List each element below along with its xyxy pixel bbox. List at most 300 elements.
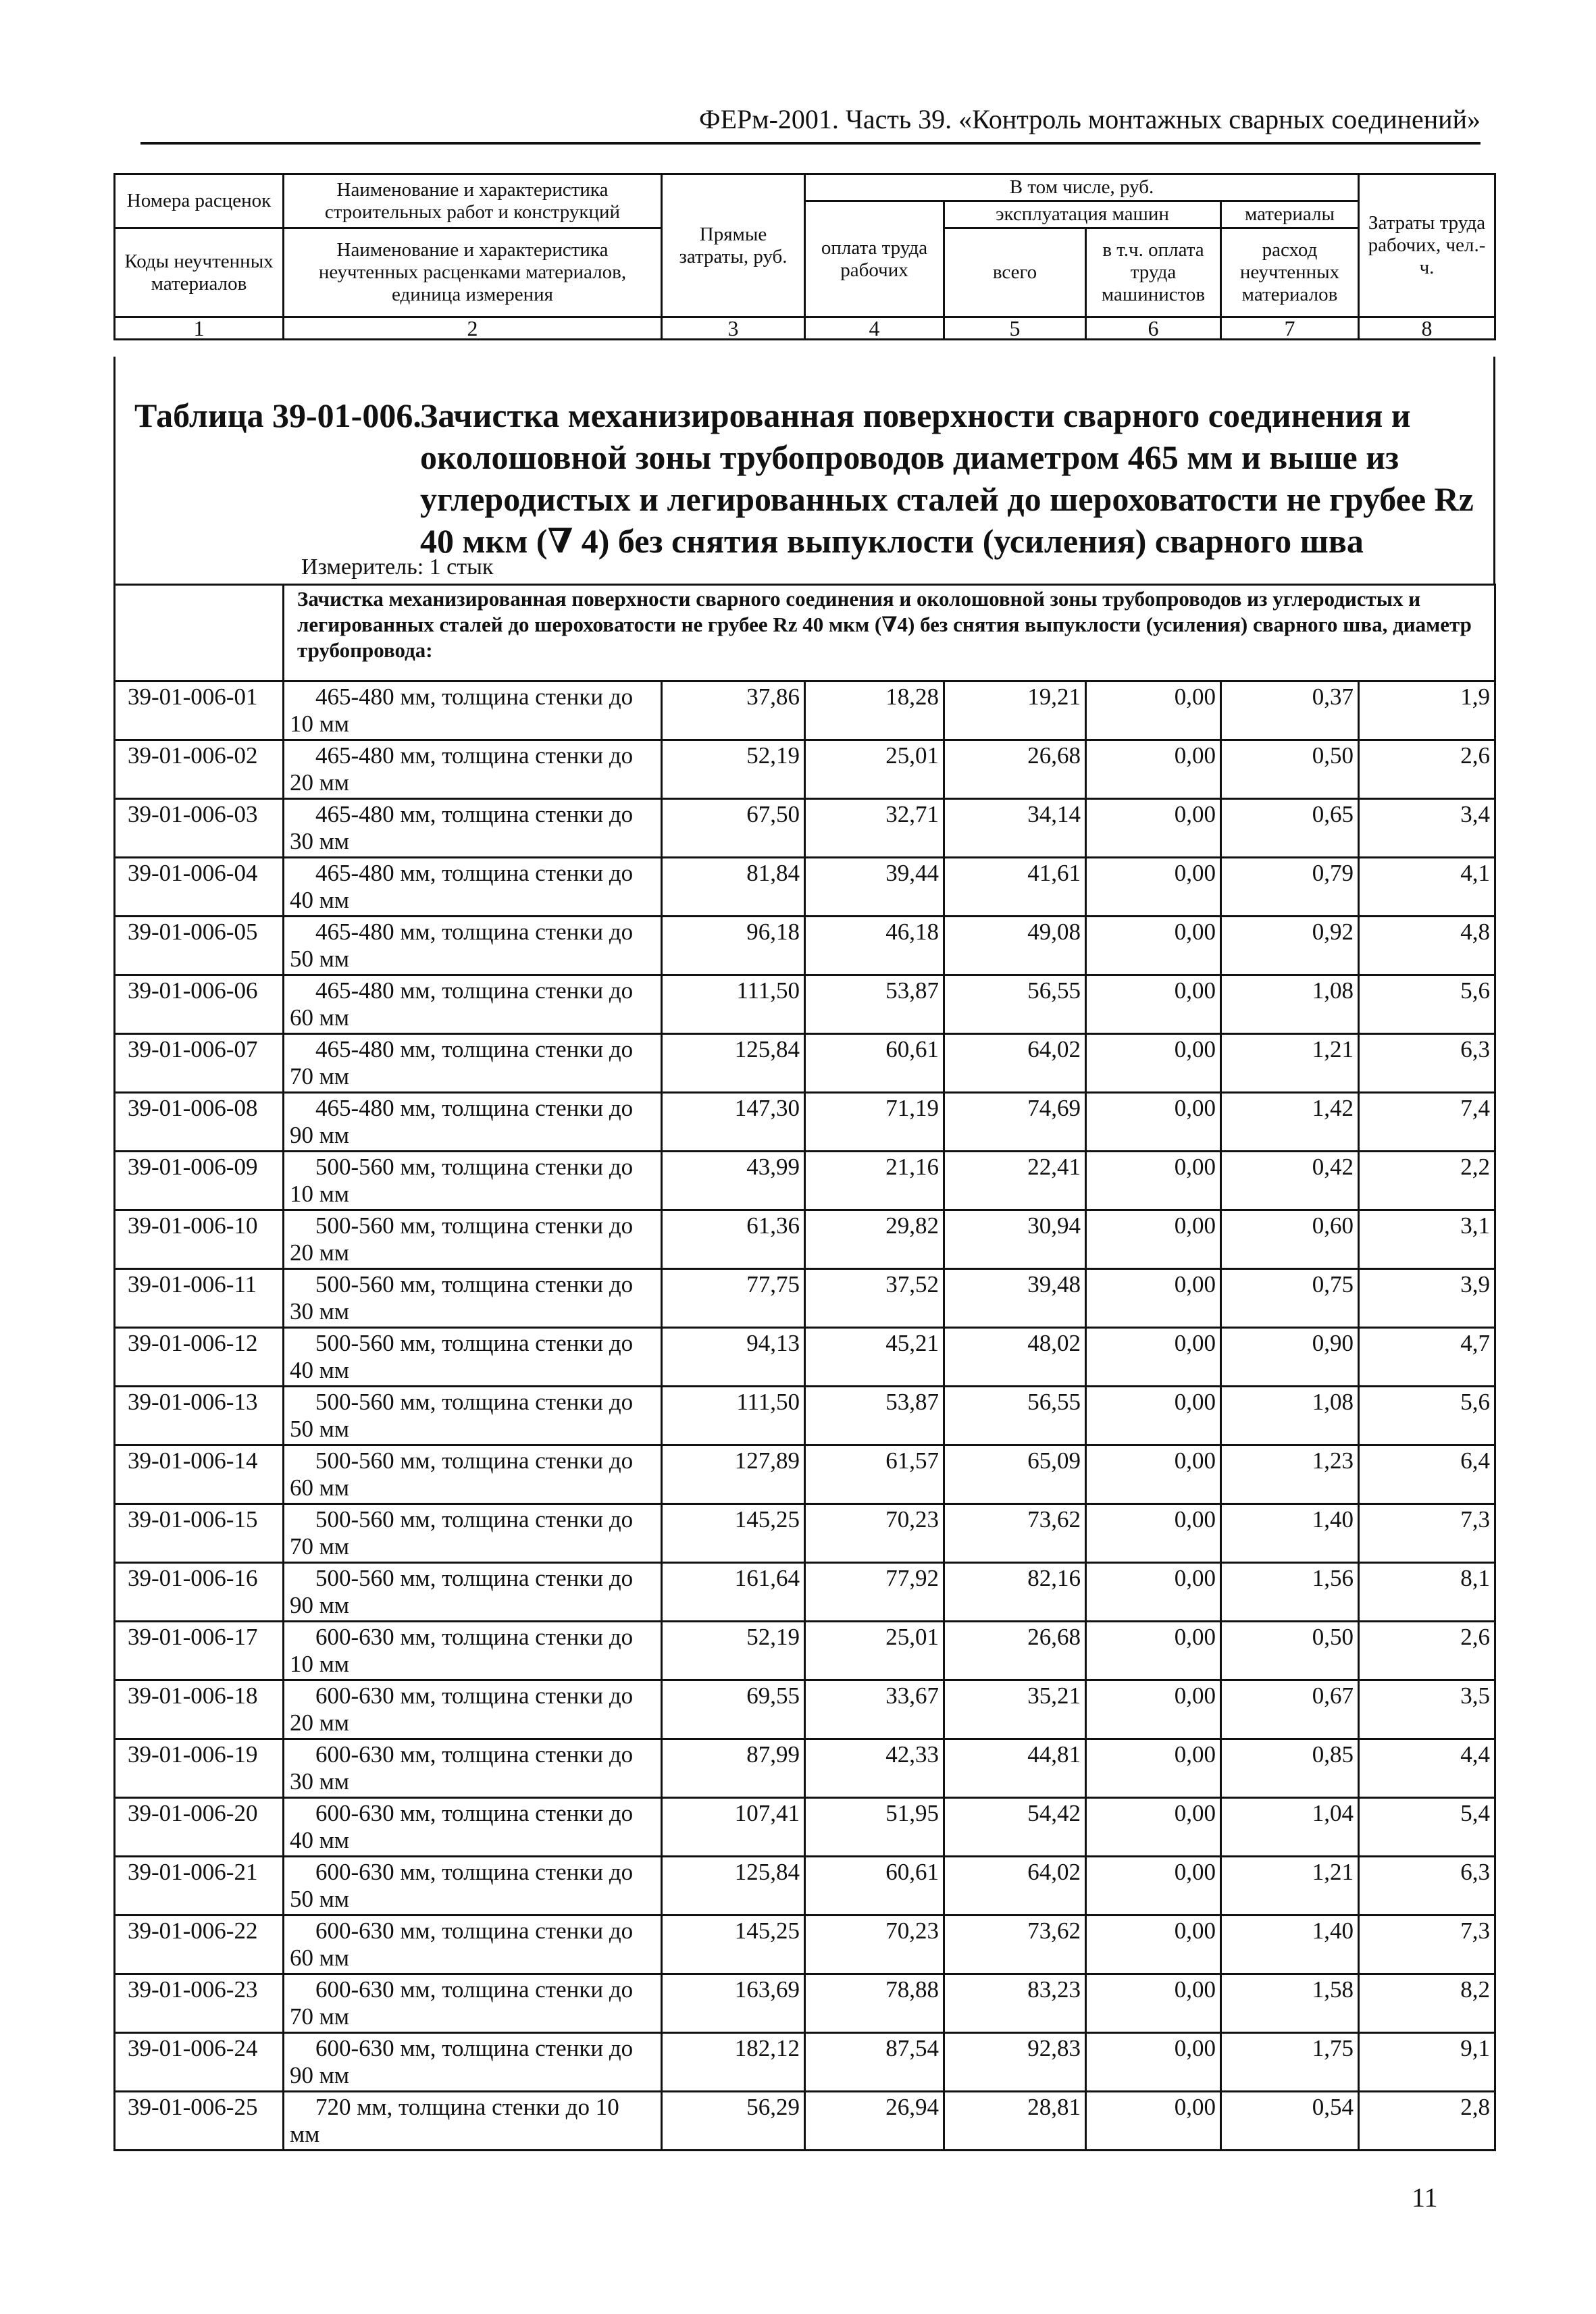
labor-hours-cell: 7,3 <box>1359 1916 1495 1974</box>
direct-costs-cell: 52,19 <box>662 740 805 799</box>
work-name-cell <box>284 1269 662 1328</box>
direct-costs-cell: 61,36 <box>662 1210 805 1269</box>
materials-cost-cell: 1,42 <box>1221 1093 1359 1152</box>
header-col4: оплата труда рабочих <box>805 201 944 317</box>
machines-total-cell: 44,81 <box>944 1739 1086 1798</box>
work-name-line: 600-630 мм, толщина стенки до <box>315 1800 634 1826</box>
operators-pay-cell: 0,00 <box>1086 1034 1221 1093</box>
operators-pay-cell: 0,00 <box>1086 2092 1221 2151</box>
labor-hours-cell: 5,6 <box>1359 975 1495 1034</box>
table-row <box>115 1445 1495 1504</box>
operators-pay-cell: 0,00 <box>1086 1387 1221 1445</box>
machines-total-cell: 26,68 <box>944 1622 1086 1680</box>
work-name-cell <box>284 682 662 740</box>
operators-pay-cell: 0,00 <box>1086 1269 1221 1328</box>
work-name-cell <box>284 917 662 975</box>
labor-pay-cell: 51,95 <box>805 1798 944 1857</box>
rate-code-cell: 39-01-006-15 <box>115 1504 284 1563</box>
labor-pay-cell: 71,19 <box>805 1093 944 1152</box>
operators-pay-cell: 0,00 <box>1086 1916 1221 1974</box>
table-row <box>115 1563 1495 1622</box>
materials-cost-cell: 0,85 <box>1221 1739 1359 1798</box>
machines-total-cell: 83,23 <box>944 1974 1086 2033</box>
operators-pay-cell: 0,00 <box>1086 740 1221 799</box>
direct-costs-cell: 127,89 <box>662 1445 805 1504</box>
direct-costs-cell: 37,86 <box>662 682 805 740</box>
labor-pay-cell: 53,87 <box>805 1387 944 1445</box>
direct-costs-cell: 125,84 <box>662 1857 805 1916</box>
labor-hours-cell: 4,1 <box>1359 858 1495 917</box>
labor-pay-cell: 70,23 <box>805 1916 944 1974</box>
labor-hours-cell: 3,5 <box>1359 1680 1495 1739</box>
work-name-line: 600-630 мм, толщина стенки до <box>315 2035 634 2061</box>
direct-costs-cell: 145,25 <box>662 1504 805 1563</box>
work-name-line: 600-630 мм, толщина стенки до <box>315 1682 634 1709</box>
table-row <box>115 1269 1495 1328</box>
machines-total-cell: 41,61 <box>944 858 1086 917</box>
work-name-line: 500-560 мм, толщина стенки до <box>315 1154 634 1180</box>
machines-total-cell: 82,16 <box>944 1563 1086 1622</box>
labor-hours-cell: 3,1 <box>1359 1210 1495 1269</box>
rate-code-cell: 39-01-006-11 <box>115 1269 284 1328</box>
direct-costs-cell: 81,84 <box>662 858 805 917</box>
operators-pay-cell: 0,00 <box>1086 1445 1221 1504</box>
labor-pay-cell: 53,87 <box>805 975 944 1034</box>
operators-pay-cell: 0,00 <box>1086 1093 1221 1152</box>
table-row <box>115 1622 1495 1680</box>
materials-cost-cell: 0,37 <box>1221 682 1359 740</box>
machines-total-cell: 73,62 <box>944 1504 1086 1563</box>
table-row <box>115 740 1495 799</box>
labor-pay-cell: 60,61 <box>805 1857 944 1916</box>
labor-hours-cell: 8,2 <box>1359 1974 1495 2033</box>
labor-pay-cell: 29,82 <box>805 1210 944 1269</box>
labor-hours-cell: 5,4 <box>1359 1798 1495 1857</box>
rate-code-cell: 39-01-006-16 <box>115 1563 284 1622</box>
header-materials: материалы <box>1221 201 1359 228</box>
labor-hours-cell: 7,4 <box>1359 1093 1495 1152</box>
materials-cost-cell: 0,50 <box>1221 1622 1359 1680</box>
rate-code-cell: 39-01-006-14 <box>115 1445 284 1504</box>
table-row <box>115 1680 1495 1739</box>
work-name-line: 10 мм <box>290 1181 350 1207</box>
machines-total-cell: 74,69 <box>944 1093 1086 1152</box>
rate-code-cell: 39-01-006-10 <box>115 1210 284 1269</box>
table-row <box>115 1974 1495 2033</box>
labor-hours-cell: 5,6 <box>1359 1387 1495 1445</box>
work-name-line: 600-630 мм, толщина стенки до <box>315 1624 634 1650</box>
work-name-line: 600-630 мм, толщина стенки до <box>315 1918 634 1944</box>
labor-hours-cell: 8,1 <box>1359 1563 1495 1622</box>
work-name-cell <box>284 975 662 1034</box>
work-name-line: 40 мм <box>290 1827 350 1853</box>
labor-hours-cell: 7,3 <box>1359 1504 1495 1563</box>
machines-total-cell: 30,94 <box>944 1210 1086 1269</box>
work-name-line: 70 мм <box>290 1063 350 1089</box>
materials-cost-cell: 1,40 <box>1221 1916 1359 1974</box>
header-col6: в т.ч. оплата труда машинистов <box>1086 228 1221 317</box>
labor-pay-cell: 87,54 <box>805 2033 944 2092</box>
operators-pay-cell: 0,00 <box>1086 799 1221 858</box>
operators-pay-cell: 0,00 <box>1086 2033 1221 2092</box>
labor-hours-cell: 6,3 <box>1359 1034 1495 1093</box>
header-col3: Прямые затраты, руб. <box>662 174 805 317</box>
direct-costs-cell: 94,13 <box>662 1328 805 1387</box>
rate-code-cell: 39-01-006-04 <box>115 858 284 917</box>
operators-pay-cell: 0,00 <box>1086 1798 1221 1857</box>
table-row <box>115 1034 1495 1093</box>
work-name-line: 60 мм <box>290 1945 350 1971</box>
work-name-cell <box>284 2033 662 2092</box>
direct-costs-cell: 161,64 <box>662 1563 805 1622</box>
table-row <box>115 799 1495 858</box>
work-name-line: 30 мм <box>290 828 350 854</box>
work-name-line: 40 мм <box>290 887 350 913</box>
direct-costs-cell: 87,99 <box>662 1739 805 1798</box>
header-number-6: 6 <box>1086 317 1221 340</box>
machines-total-cell: 49,08 <box>944 917 1086 975</box>
work-name-cell <box>284 2092 662 2151</box>
operators-pay-cell: 0,00 <box>1086 1328 1221 1387</box>
table-row <box>115 2092 1495 2151</box>
work-name-line: 465-480 мм, толщина стенки до <box>315 860 634 886</box>
operators-pay-cell: 0,00 <box>1086 1680 1221 1739</box>
section-intro-code-cell <box>115 585 284 682</box>
header-group: В том числе, руб. <box>805 174 1359 201</box>
operators-pay-cell: 0,00 <box>1086 975 1221 1034</box>
direct-costs-cell: 56,29 <box>662 2092 805 2151</box>
header-number-4: 4 <box>805 317 944 340</box>
direct-costs-cell: 77,75 <box>662 1269 805 1328</box>
rate-code-cell: 39-01-006-02 <box>115 740 284 799</box>
labor-pay-cell: 60,61 <box>805 1034 944 1093</box>
machines-total-cell: 28,81 <box>944 2092 1086 2151</box>
labor-hours-cell: 4,7 <box>1359 1328 1495 1387</box>
operators-pay-cell: 0,00 <box>1086 1563 1221 1622</box>
materials-cost-cell: 0,54 <box>1221 2092 1359 2151</box>
header-col2-bottom: Наименование и характеристика неучтенных расценками материалов, единица измерения <box>284 228 662 317</box>
table-row <box>115 1739 1495 1798</box>
direct-costs-cell: 69,55 <box>662 1680 805 1739</box>
machines-total-cell: 34,14 <box>944 799 1086 858</box>
labor-hours-cell: 2,6 <box>1359 1622 1495 1680</box>
table-row <box>115 1093 1495 1152</box>
table-row <box>115 917 1495 975</box>
work-name-line: 60 мм <box>290 1474 350 1501</box>
materials-cost-cell: 0,60 <box>1221 1210 1359 1269</box>
work-name-line: 50 мм <box>290 1416 350 1442</box>
work-name-line: 500-560 мм, толщина стенки до <box>315 1212 634 1239</box>
work-name-cell <box>284 858 662 917</box>
table-title-block <box>113 357 1495 584</box>
machines-total-cell: 22,41 <box>944 1152 1086 1210</box>
materials-cost-cell: 0,42 <box>1221 1152 1359 1210</box>
operators-pay-cell: 0,00 <box>1086 1739 1221 1798</box>
labor-hours-cell: 2,8 <box>1359 2092 1495 2151</box>
work-name-line: 600-630 мм, толщина стенки до <box>315 1859 634 1885</box>
table-row <box>115 2033 1495 2092</box>
work-name-line: 500-560 мм, толщина стенки до <box>315 1447 634 1474</box>
work-name-line: 600-630 мм, толщина стенки до <box>315 1976 634 2003</box>
work-name-cell <box>284 1680 662 1739</box>
header-col2-top: Наименование и характеристика строительных работ и конструкций <box>284 174 662 228</box>
work-name-line: 60 мм <box>290 1004 350 1031</box>
rate-code-cell: 39-01-006-12 <box>115 1328 284 1387</box>
rate-code-cell: 39-01-006-19 <box>115 1739 284 1798</box>
table-row <box>115 1857 1495 1916</box>
machines-total-cell: 56,55 <box>944 1387 1086 1445</box>
machines-total-cell: 19,21 <box>944 682 1086 740</box>
direct-costs-cell: 182,12 <box>662 2033 805 2092</box>
materials-cost-cell: 1,23 <box>1221 1445 1359 1504</box>
labor-hours-cell: 1,9 <box>1359 682 1495 740</box>
operators-pay-cell: 0,00 <box>1086 682 1221 740</box>
work-name-cell <box>284 1622 662 1680</box>
work-name-line: 90 мм <box>290 1592 350 1618</box>
direct-costs-cell: 163,69 <box>662 1974 805 2033</box>
work-name-cell <box>284 1445 662 1504</box>
work-name-line: 30 мм <box>290 1298 350 1325</box>
work-name-line: 465-480 мм, толщина стенки до <box>315 1095 634 1121</box>
work-name-line: 500-560 мм, толщина стенки до <box>315 1506 634 1533</box>
labor-pay-cell: 42,33 <box>805 1739 944 1798</box>
operators-pay-cell: 0,00 <box>1086 917 1221 975</box>
labor-pay-cell: 45,21 <box>805 1328 944 1387</box>
table-title-text: Зачистка механизированная поверхности сварного соединения и околошовной зоны трубопроводов диаметром 465 мм и выше из углеродистых и легированных сталей до шероховатости не грубее Rz 40 мкм (∇ 4) без снятия выпуклости (усиления) сварного шва <box>420 396 1474 560</box>
labor-pay-cell: 61,57 <box>805 1445 944 1504</box>
materials-cost-cell: 0,67 <box>1221 1680 1359 1739</box>
labor-hours-cell: 4,4 <box>1359 1739 1495 1798</box>
header-col1-top: Номера расценок <box>115 174 284 228</box>
direct-costs-cell: 107,41 <box>662 1798 805 1857</box>
work-name-line: 20 мм <box>290 1709 350 1736</box>
header-col8: Затраты труда рабочих, чел.-ч. <box>1359 174 1495 317</box>
labor-pay-cell: 25,01 <box>805 740 944 799</box>
labor-hours-cell: 3,9 <box>1359 1269 1495 1328</box>
direct-costs-cell: 147,30 <box>662 1093 805 1152</box>
work-name-line: 70 мм <box>290 1533 350 1560</box>
rates-table <box>113 584 1496 2151</box>
work-name-line: 465-480 мм, толщина стенки до <box>315 684 634 710</box>
header-machines: эксплуатация машин <box>944 201 1221 228</box>
work-name-cell <box>284 1504 662 1563</box>
direct-costs-cell: 43,99 <box>662 1152 805 1210</box>
labor-pay-cell: 46,18 <box>805 917 944 975</box>
labor-pay-cell: 32,71 <box>805 799 944 858</box>
table-row <box>115 975 1495 1034</box>
operators-pay-cell: 0,00 <box>1086 1974 1221 2033</box>
rate-code-cell: 39-01-006-06 <box>115 975 284 1034</box>
materials-cost-cell: 0,90 <box>1221 1328 1359 1387</box>
table-row <box>115 1916 1495 1974</box>
work-name-cell <box>284 1328 662 1387</box>
work-name-cell <box>284 1974 662 2033</box>
materials-cost-cell: 1,40 <box>1221 1504 1359 1563</box>
work-name-line: 50 мм <box>290 946 350 972</box>
work-name-cell <box>284 1739 662 1798</box>
materials-cost-cell: 0,79 <box>1221 858 1359 917</box>
work-name-line: 500-560 мм, толщина стенки до <box>315 1565 634 1591</box>
header-col7: расход неучтенных материалов <box>1221 228 1359 317</box>
machines-total-cell: 73,62 <box>944 1916 1086 1974</box>
machines-total-cell: 56,55 <box>944 975 1086 1034</box>
labor-pay-cell: 77,92 <box>805 1563 944 1622</box>
rate-code-cell: 39-01-006-05 <box>115 917 284 975</box>
work-name-line: 90 мм <box>290 1122 350 1148</box>
work-name-cell <box>284 1093 662 1152</box>
machines-total-cell: 92,83 <box>944 2033 1086 2092</box>
materials-cost-cell: 1,04 <box>1221 1798 1359 1857</box>
work-name-cell <box>284 1563 662 1622</box>
work-name-line: 465-480 мм, толщина стенки до <box>315 742 634 769</box>
rate-code-cell: 39-01-006-21 <box>115 1857 284 1916</box>
labor-pay-cell: 18,28 <box>805 682 944 740</box>
table-row <box>115 1152 1495 1210</box>
machines-total-cell: 48,02 <box>944 1328 1086 1387</box>
labor-hours-cell: 9,1 <box>1359 2033 1495 2092</box>
header-number-1: 1 <box>115 317 284 340</box>
rate-code-cell: 39-01-006-22 <box>115 1916 284 1974</box>
materials-cost-cell: 1,21 <box>1221 1034 1359 1093</box>
work-name-line: 10 мм <box>290 711 350 737</box>
work-name-line: 90 мм <box>290 2062 350 2088</box>
materials-cost-cell: 0,50 <box>1221 740 1359 799</box>
labor-hours-cell: 6,4 <box>1359 1445 1495 1504</box>
operators-pay-cell: 0,00 <box>1086 1210 1221 1269</box>
labor-pay-cell: 39,44 <box>805 858 944 917</box>
work-name-line: 20 мм <box>290 1239 350 1266</box>
labor-hours-cell: 4,8 <box>1359 917 1495 975</box>
work-name-cell <box>284 1916 662 1974</box>
materials-cost-cell: 0,65 <box>1221 799 1359 858</box>
materials-cost-cell: 0,92 <box>1221 917 1359 975</box>
work-name-line: 600-630 мм, толщина стенки до <box>315 1741 634 1768</box>
table-row <box>115 1387 1495 1445</box>
header-number-3: 3 <box>662 317 805 340</box>
work-name-line: мм <box>290 2121 320 2147</box>
work-name-line: 465-480 мм, толщина стенки до <box>315 977 634 1004</box>
materials-cost-cell: 1,21 <box>1221 1857 1359 1916</box>
materials-cost-cell: 0,75 <box>1221 1269 1359 1328</box>
rate-code-cell: 39-01-006-24 <box>115 2033 284 2092</box>
machines-total-cell: 35,21 <box>944 1680 1086 1739</box>
work-name-line: 500-560 мм, толщина стенки до <box>315 1389 634 1415</box>
column-header-table <box>113 173 1496 340</box>
measure-unit: Измеритель: 1 стык <box>301 555 494 580</box>
rate-code-cell: 39-01-006-17 <box>115 1622 284 1680</box>
work-name-cell <box>284 1152 662 1210</box>
labor-pay-cell: 33,67 <box>805 1680 944 1739</box>
header-number-8: 8 <box>1359 317 1495 340</box>
work-name-line: 40 мм <box>290 1357 350 1383</box>
direct-costs-cell: 96,18 <box>662 917 805 975</box>
work-name-line: 20 мм <box>290 769 350 796</box>
machines-total-cell: 64,02 <box>944 1034 1086 1093</box>
header-col5: всего <box>944 228 1086 317</box>
header-number-2: 2 <box>284 317 662 340</box>
table-row <box>115 858 1495 917</box>
materials-cost-cell: 1,08 <box>1221 975 1359 1034</box>
table-row <box>115 1798 1495 1857</box>
operators-pay-cell: 0,00 <box>1086 858 1221 917</box>
rate-code-cell: 39-01-006-01 <box>115 682 284 740</box>
labor-pay-cell: 26,94 <box>805 2092 944 2151</box>
materials-cost-cell: 1,08 <box>1221 1387 1359 1445</box>
work-name-line: 465-480 мм, толщина стенки до <box>315 801 634 827</box>
direct-costs-cell: 67,50 <box>662 799 805 858</box>
work-name-cell <box>284 1034 662 1093</box>
labor-pay-cell: 78,88 <box>805 1974 944 2033</box>
work-name-cell <box>284 740 662 799</box>
labor-hours-cell: 2,6 <box>1359 740 1495 799</box>
table-row <box>115 1504 1495 1563</box>
work-name-cell <box>284 1210 662 1269</box>
rate-code-cell: 39-01-006-25 <box>115 2092 284 2151</box>
operators-pay-cell: 0,00 <box>1086 1152 1221 1210</box>
rate-code-cell: 39-01-006-08 <box>115 1093 284 1152</box>
rate-code-cell: 39-01-006-09 <box>115 1152 284 1210</box>
rate-code-cell: 39-01-006-18 <box>115 1680 284 1739</box>
machines-total-cell: 64,02 <box>944 1857 1086 1916</box>
operators-pay-cell: 0,00 <box>1086 1622 1221 1680</box>
materials-cost-cell: 1,58 <box>1221 1974 1359 2033</box>
work-name-line: 30 мм <box>290 1768 350 1795</box>
running-title: ФЕРм-2001. Часть 39. «Контроль монтажных сварных соединений» <box>140 101 1481 145</box>
work-name-cell <box>284 1387 662 1445</box>
labor-hours-cell: 3,4 <box>1359 799 1495 858</box>
rate-code-cell: 39-01-006-13 <box>115 1387 284 1445</box>
table-row <box>115 1328 1495 1387</box>
machines-total-cell: 39,48 <box>944 1269 1086 1328</box>
direct-costs-cell: 111,50 <box>662 975 805 1034</box>
rate-code-cell: 39-01-006-20 <box>115 1798 284 1857</box>
materials-cost-cell: 1,75 <box>1221 2033 1359 2092</box>
materials-cost-cell: 1,56 <box>1221 1563 1359 1622</box>
labor-hours-cell: 2,2 <box>1359 1152 1495 1210</box>
labor-pay-cell: 25,01 <box>805 1622 944 1680</box>
machines-total-cell: 26,68 <box>944 740 1086 799</box>
operators-pay-cell: 0,00 <box>1086 1504 1221 1563</box>
labor-pay-cell: 21,16 <box>805 1152 944 1210</box>
labor-hours-cell: 6,3 <box>1359 1857 1495 1916</box>
work-name-line: 720 мм, толщина стенки до 10 <box>315 2094 619 2120</box>
direct-costs-cell: 125,84 <box>662 1034 805 1093</box>
work-name-line: 50 мм <box>290 1886 350 1912</box>
rate-code-cell: 39-01-006-03 <box>115 799 284 858</box>
direct-costs-cell: 111,50 <box>662 1387 805 1445</box>
header-number-7: 7 <box>1221 317 1359 340</box>
work-name-line: 500-560 мм, толщина стенки до <box>315 1330 634 1356</box>
table-row <box>115 1210 1495 1269</box>
section-intro: Зачистка механизированная поверхности сварного соединения и околошовной зоны трубопроводов из углеродистых и легированных сталей до шероховатости не грубее Rz 40 мкм (∇4) без снятия выпуклости (усиления) сварного шва, диаметр трубопровода: <box>297 587 1472 662</box>
operators-pay-cell: 0,00 <box>1086 1857 1221 1916</box>
direct-costs-cell: 145,25 <box>662 1916 805 1974</box>
work-name-line: 465-480 мм, толщина стенки до <box>315 919 634 945</box>
labor-pay-cell: 70,23 <box>805 1504 944 1563</box>
work-name-line: 500-560 мм, толщина стенки до <box>315 1271 634 1297</box>
work-name-line: 10 мм <box>290 1651 350 1677</box>
work-name-line: 465-480 мм, толщина стенки до <box>315 1036 634 1062</box>
direct-costs-cell: 52,19 <box>662 1622 805 1680</box>
header-number-5: 5 <box>944 317 1086 340</box>
table-row <box>115 682 1495 740</box>
labor-pay-cell: 37,52 <box>805 1269 944 1328</box>
work-name-cell <box>284 1857 662 1916</box>
header-col1-bottom: Коды неучтенных материалов <box>115 228 284 317</box>
table-title-label: Таблица 39-01-006. <box>134 396 421 434</box>
work-name-line: 70 мм <box>290 2003 350 2030</box>
page-number: 11 <box>1412 2182 1438 2213</box>
